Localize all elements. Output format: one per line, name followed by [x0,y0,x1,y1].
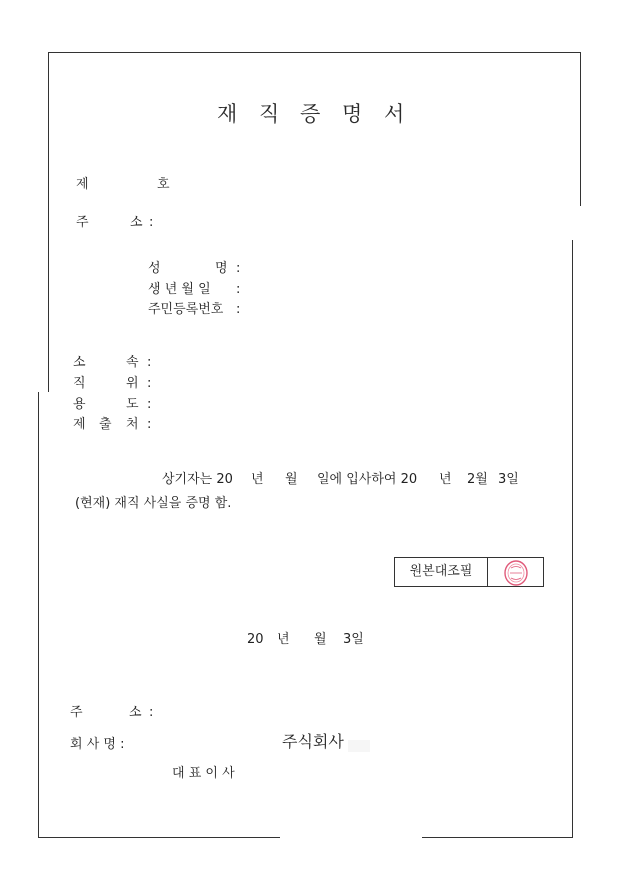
number-suffix: 호 [157,177,170,192]
submit-to-char-2: 출 [99,417,112,432]
statement-part-6: 2월 [467,472,488,487]
department-char-1: 소 [73,355,86,370]
name-label-char-1: 성 [148,261,161,276]
position-char-1: 직 [73,376,86,391]
department-colon: : [147,355,152,370]
statement-line-2: (현재) 재직 사실을 증명 함. [75,496,232,511]
purpose-char-2: 도 [126,397,139,412]
company-name-label: 회 사 명 : [70,737,125,752]
title-char-5: 서 [384,102,405,126]
border-right-top [580,52,581,206]
purpose-char-1: 용 [73,397,86,412]
name-colon: : [236,261,241,276]
border-right-bottom [572,240,573,838]
issue-date-day: 3일 [343,632,364,647]
issue-date-month-unit: 월 [314,632,327,647]
company-name-redaction [348,740,370,752]
department-char-2: 속 [126,355,139,370]
company-address-colon: : [149,705,154,720]
statement-part-2: 년 [251,472,264,487]
certified-copy-divider [487,558,488,586]
address-label-char-2: 소 [130,215,143,230]
certified-copy-box [394,557,544,587]
statement-part-7: 3일 [498,472,519,487]
border-bottom-left [38,837,280,838]
position-char-2: 위 [126,376,139,391]
title-char-3: 증 [300,102,321,126]
submit-to-colon: : [147,417,152,432]
statement-part-3: 월 [285,472,298,487]
resident-number-colon: : [236,302,241,317]
number-label: 제 [76,177,89,192]
title-char-4: 명 [342,102,363,126]
border-top [48,52,581,53]
statement-part-4: 일에 입사하여 20 [317,472,418,487]
ceo-title: 대 표 이 사 [172,766,235,781]
company-address-char-1: 주 [70,705,83,720]
name-label-char-2: 명 [215,261,228,276]
issue-date-year-unit: 년 [277,632,290,647]
purpose-colon: : [147,397,152,412]
issue-date-year: 20 [247,632,264,647]
statement-part-1: 상기자는 20 [162,472,233,487]
title-char-2: 직 [259,102,280,126]
company-name: 주식회사 [282,732,344,751]
birth-date-colon: : [236,282,241,297]
title-char-1: 재 [217,102,238,126]
submit-to-char-1: 제 [73,417,86,432]
border-left-upper [48,52,49,392]
address-label-char-1: 주 [76,215,89,230]
certified-copy-label: 원본대조필 [409,564,473,579]
position-colon: : [147,376,152,391]
birth-date-label: 생 년 월 일 [148,282,211,297]
company-address-char-2: 소 [129,705,142,720]
address-colon: : [149,215,154,230]
border-left-lower [38,392,39,838]
resident-number-label: 주민등록번호 [148,302,224,317]
statement-part-5: 년 [439,472,452,487]
submit-to-char-3: 처 [126,417,139,432]
seal-stamp-icon [501,559,533,587]
border-bottom-right [422,837,573,838]
